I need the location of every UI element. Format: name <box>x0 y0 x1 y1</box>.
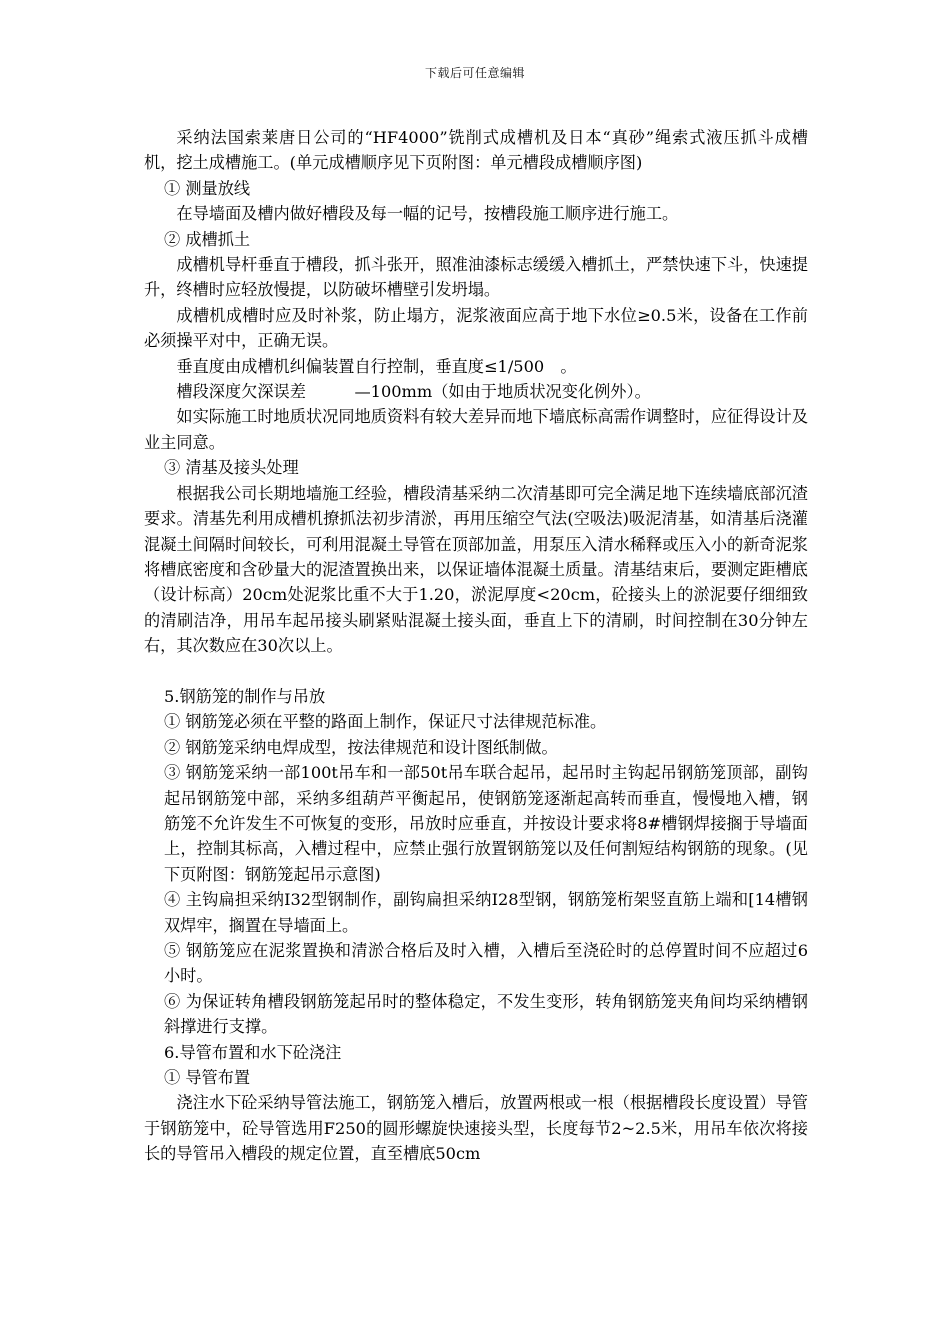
blank-line <box>144 659 808 684</box>
body-paragraph: 成槽机导杆垂直于槽段，抓斗张开，照准油漆标志缓缓入槽抓土，严禁快速下斗，快速提升，终槽时应轻放慢提，以防破坏槽壁引发坍塌。 <box>144 255 808 300</box>
section-heading: 6.导管布置和水下砼浇注 <box>164 1042 342 1062</box>
body-paragraph: 槽段深度欠深误差 —100mm（如由于地质状况变化例外）。 <box>176 382 651 402</box>
list-item: ⑤ 钢筋笼应在泥浆置换和清淤合格后及时入槽，入槽后至浇砼时的总停置时间不应超过6小时。 <box>164 940 808 986</box>
section-heading: ② 成槽抓土 <box>164 229 251 249</box>
body-paragraph: 成槽机成槽时应及时补浆，防止塌方，泥浆液面应高于地下水位≥0.5米，设备在工作前必须操平对中，正确无误。 <box>144 305 808 351</box>
page-header: 下载后可任意编辑 <box>424 66 525 80</box>
section-heading: ① 导管布置 <box>164 1068 251 1088</box>
list-item: ③ 钢筋笼采纳一部100t吊车和一部50t吊车联合起吊，起吊时主钩起吊钢筋笼顶部，副钩起吊钢筋笼中部，采纳多组葫芦平衡起吊，使钢筋笼逐渐起高转而垂直，慢慢地入槽，钢筋笼不允许发生不可恢复的变形，吊放时应垂直，并按设计要求将8#槽钢焊接搁于导墙面上，控制其标高，入槽过程中，应禁止强行放置钢筋笼以及任何割短结构钢筋的现象。(见下页附图：钢筋笼起吊示意图) <box>164 763 808 884</box>
body-paragraph: 在导墙面及槽内做好槽段及每一幅的记号，按槽段施工顺序进行施工。 <box>176 204 679 224</box>
list-item: ① 钢筋笼必须在平整的路面上制作，保证尺寸法律规范标准。 <box>164 712 607 732</box>
section-heading: 5.钢筋笼的制作与吊放 <box>164 686 326 706</box>
section-heading: ① 测量放线 <box>164 178 251 198</box>
section-heading: ③ 清基及接头处理 <box>164 458 299 478</box>
body-paragraph: 采纳法国索莱唐日公司的“HF4000”铣削式成槽机及日本“真砂”绳索式液压抓斗成槽机，挖土成槽施工。(单元成槽顺序见下页附图：单元槽段成槽顺序图) <box>144 128 808 173</box>
document-body <box>144 125 808 1167</box>
list-item: ⑥ 为保证转角槽段钢筋笼起吊时的整体稳定，不发生变形，转角钢筋笼夹角间均采纳槽钢斜撑进行支撑。 <box>164 991 808 1037</box>
body-paragraph: 如实际施工时地质状况同地质资料有较大差异而地下墙底标高需作调整时，应征得设计及业主同意。 <box>144 407 808 452</box>
list-item: ② 钢筋笼采纳电焊成型，按法律规范和设计图纸制做。 <box>164 737 558 757</box>
body-paragraph: 垂直度由成槽机纠偏装置自行控制，垂直度≤1/500 。 <box>176 356 577 376</box>
body-paragraph: 根据我公司长期地墙施工经验，槽段清基采纳二次清基即可完全满足地下连续墙底部沉渣要求。清基先利用成槽机撩抓法初步清淤，再用压缩空气法(空吸法)吸泥清基，如清基后浇灌混凝土间隔时间较长，可利用混凝土导管在顶部加盖，用泵压入清水稀释或压入小的新奇泥浆将槽底密度和含砂量大的泥渣置换出来，以保证墙体混凝土质量。清基结束后，要测定距槽底（设计标高）20cm处泥浆比重不大于1.20，淤泥厚度<20cm，砼接头上的淤泥要仔细细致的清刷洁净，用吊车起吊接头刷紧贴混凝土接头面，垂直上下的清刷，时间控制在30分钟左右，其次数应在30次以上。 <box>144 483 808 656</box>
body-paragraph: 浇注水下砼采纳导管法施工，钢筋笼入槽后，放置两根或一根（根据槽段长度设置）导管于钢筋笼中，砼导管选用F250的圆形螺旋快速接头型，长度每节2~2.5米，用吊车依次将接长的导管吊入槽段的规定位置，直至槽底50cm <box>144 1093 808 1164</box>
list-item: ④ 主钩扁担采纳I32型钢制作，副钩扁担采纳I28型钢，钢筋笼桁架竖直筋上端和[14槽钢双焊牢，搁置在导墙面上。 <box>164 890 808 935</box>
